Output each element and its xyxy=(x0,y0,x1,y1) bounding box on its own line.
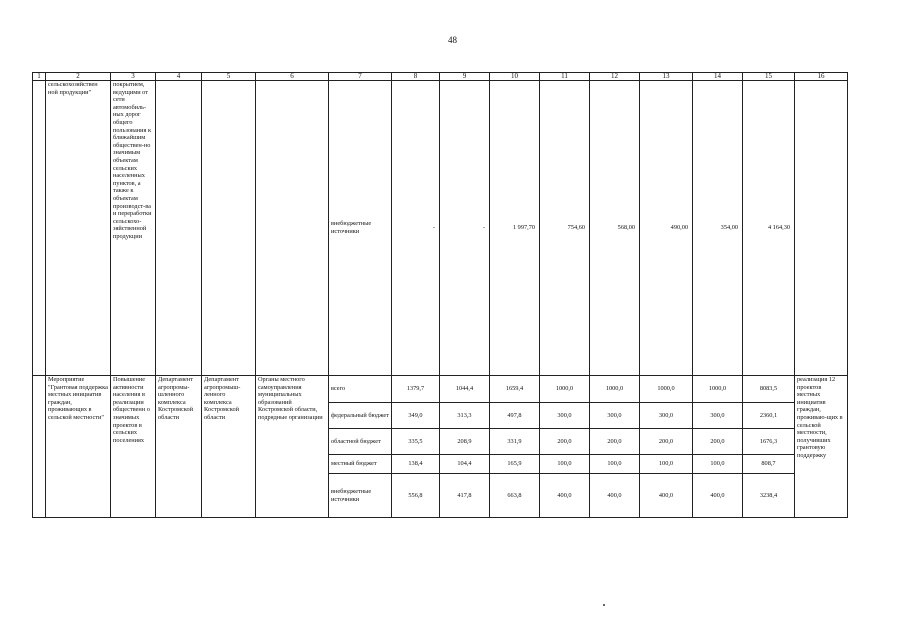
value-cell: 400,0 xyxy=(590,474,640,518)
header-cell: 11 xyxy=(540,73,590,81)
value-cell: - xyxy=(392,81,440,376)
continued-goal: покрытием, ведущими от сети автомобиль-ных дорог общего пользования к ближайшим обществен-но значимым объектам сельских населенных пунктов, а также к объектам производст-ва и переработки сельскохо-зяйственной продукции xyxy=(111,81,156,376)
funding-source: местный бюджет xyxy=(329,455,392,474)
value-cell: 208,9 xyxy=(440,429,490,455)
funding-source: всего xyxy=(329,376,392,403)
value-cell: 313,3 xyxy=(440,403,490,429)
continued-measure-name: сельскохозяйствен ной продукции" xyxy=(46,81,111,376)
value-cell: 808,7 xyxy=(743,455,795,474)
header-cell: 8 xyxy=(392,73,440,81)
value-cell: 300,0 xyxy=(540,403,590,429)
header-cell: 13 xyxy=(640,73,693,81)
measure-row xyxy=(33,376,848,403)
value-cell: 300,0 xyxy=(640,403,693,429)
value-cell: 300,0 xyxy=(693,403,743,429)
header-cell: 14 xyxy=(693,73,743,81)
value-cell: 417,8 xyxy=(440,474,490,518)
measure-name: Мероприятие "Грантовая поддержка местных инициатив граждан, проживающих в сельской местности" xyxy=(46,376,111,518)
value-cell: 1000,0 xyxy=(640,376,693,403)
value-cell: 335,5 xyxy=(392,429,440,455)
value-cell: 138,4 xyxy=(392,455,440,474)
value-cell: 400,0 xyxy=(693,474,743,518)
funding-source: внебюджетные источники xyxy=(329,474,392,518)
header-cell: 15 xyxy=(743,73,795,81)
header-cell: 9 xyxy=(440,73,490,81)
value-cell: 200,0 xyxy=(540,429,590,455)
value-cell: 497,8 xyxy=(490,403,540,429)
value-cell: 100,0 xyxy=(590,455,640,474)
value-cell: 165,9 xyxy=(490,455,540,474)
value-cell: 354,00 xyxy=(693,81,743,376)
value-cell: 349,0 xyxy=(392,403,440,429)
value-cell: 104,4 xyxy=(440,455,490,474)
value-cell: 1000,0 xyxy=(540,376,590,403)
value-cell: 200,0 xyxy=(693,429,743,455)
value-cell: 1044,4 xyxy=(440,376,490,403)
table-cell xyxy=(256,81,329,376)
table-cell xyxy=(33,376,46,518)
funding-source: федеральный бюджет xyxy=(329,403,392,429)
value-cell: - xyxy=(440,81,490,376)
value-cell: 1379,7 xyxy=(392,376,440,403)
measure-responsible: Департамент агропромыш-ленного комплекса Костромской области xyxy=(202,376,256,518)
value-cell: 331,9 xyxy=(490,429,540,455)
header-cell: 7 xyxy=(329,73,392,81)
value-cell: 3238,4 xyxy=(743,474,795,518)
value-cell: 100,0 xyxy=(693,455,743,474)
header-cell: 5 xyxy=(202,73,256,81)
measure-goal: Повышение активности населения в реализации общественн о значимых проектов в сельских поселениях xyxy=(111,376,156,518)
value-cell: 754,60 xyxy=(540,81,590,376)
header-cell: 10 xyxy=(490,73,540,81)
value-cell: 8083,5 xyxy=(743,376,795,403)
value-cell: 1000,0 xyxy=(693,376,743,403)
value-cell: 568,00 xyxy=(590,81,640,376)
funding-source: областной бюджет xyxy=(329,429,392,455)
value-cell: 300,0 xyxy=(590,403,640,429)
table-cell xyxy=(33,81,46,376)
value-cell: 1659,4 xyxy=(490,376,540,403)
page-number: 48 xyxy=(448,35,457,45)
value-cell: 4 164,30 xyxy=(743,81,795,376)
header-cell: 6 xyxy=(256,73,329,81)
measure-result: реализация 12 проектов местных инициатив граждан, проживаю-щих в сельской местности, получивших грантовую поддержку xyxy=(795,376,848,518)
header-cell: 2 xyxy=(46,73,111,81)
value-cell: 100,0 xyxy=(640,455,693,474)
value-cell: 2360,1 xyxy=(743,403,795,429)
table-cell xyxy=(202,81,256,376)
value-cell: 400,0 xyxy=(640,474,693,518)
value-cell: 400,0 xyxy=(540,474,590,518)
value-cell: 200,0 xyxy=(640,429,693,455)
header-cell: 1 xyxy=(33,73,46,81)
header-cell: 16 xyxy=(795,73,848,81)
continuation-row xyxy=(33,81,848,376)
funding-source: внебюджетные источники xyxy=(329,81,392,376)
column-number-row xyxy=(33,73,848,81)
value-cell: 1676,3 xyxy=(743,429,795,455)
table-cell xyxy=(156,81,202,376)
value-cell: 663,8 xyxy=(490,474,540,518)
measure-partners: Органы местного самоуправления муниципальных образований Костромской области, подрядные организации xyxy=(256,376,329,518)
measure-executor: Департамент агропромы-шленного комплекса Костромской области xyxy=(156,376,202,518)
header-cell: 3 xyxy=(111,73,156,81)
value-cell: 556,8 xyxy=(392,474,440,518)
table-cell xyxy=(795,81,848,376)
scan-speck xyxy=(603,604,605,606)
value-cell: 100,0 xyxy=(540,455,590,474)
header-cell: 4 xyxy=(156,73,202,81)
value-cell: 490,00 xyxy=(640,81,693,376)
value-cell: 1 997,70 xyxy=(490,81,540,376)
header-cell: 12 xyxy=(590,73,640,81)
value-cell: 1000,0 xyxy=(590,376,640,403)
value-cell: 200,0 xyxy=(590,429,640,455)
program-table xyxy=(32,72,848,518)
